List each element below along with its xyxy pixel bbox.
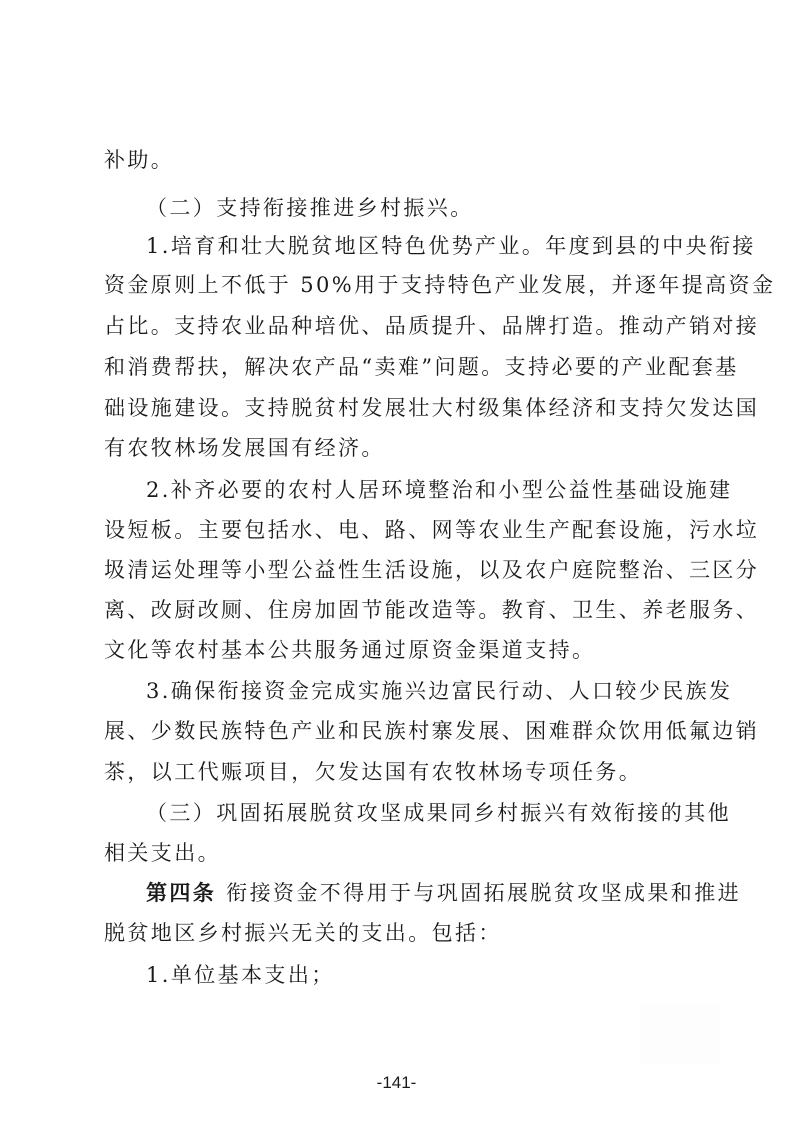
text-line: 和消费帮扶，解决农产品“卖难”问题。支持必要的产业配套基 [104,355,739,379]
text-line: 补助。 [104,148,175,172]
scan-artifact [640,1005,720,1065]
text-line: 3.确保衔接资金完成实施兴边富民行动、人口较少民族发 [146,679,733,703]
text-line: 相关支出。 [104,841,221,865]
text-line: 础设施建设。支持脱贫村发展壮大村级集体经济和支持欠发达国 [104,396,760,420]
text-line: 资金原则上不低于 50%用于支持特色产业发展，并逐年提高资金 [104,273,776,297]
article-heading: 第四条 [146,880,217,905]
section-heading: （二）支持衔接推进乡村振兴。 [146,196,474,220]
text-line: 2.补齐必要的农村人居环境整治和小型公益性基础设施建 [146,478,733,502]
text-line: 展、少数民族特色产业和民族村寨发展、困难群众饮用低氟边销 [104,719,760,743]
text-line: 离、改厨改厕、住房加固节能改造等。教育、卫生、养老服务、 [104,598,760,622]
text-line: 设短板。主要包括水、电、路、网等农业生产配套设施，污水垃 [104,518,760,542]
page-number: -141- [376,1073,417,1092]
text-line: 有农牧林场发展国有经济。 [104,436,385,460]
text-line: 茶，以工代赈项目，欠发达国有农牧林场专项任务。 [104,760,643,784]
text-line: 文化等农村基本公共服务通过原资金渠道支持。 [104,638,596,662]
text-line: 脱贫地区乡村振兴无关的支出。包括： [104,921,502,945]
text-line: 圾清运处理等小型公益性生活设施，以及农户庭院整治、三区分 [104,558,760,582]
article-line [146,878,742,908]
article-text: 衔接资金不得用于与巩固拓展脱贫攻坚成果和推进 [226,881,742,905]
text-line: 1.培育和壮大脱贫地区特色优势产业。年度到县的中央衔接 [146,234,756,258]
text-line: 1.单位基本支出； [146,963,335,987]
text-line: 占比。支持农业品种培优、品质提升、品牌打造。推动产销对接 [104,314,760,338]
section-heading: （三）巩固拓展脱贫攻坚成果同乡村振兴有效衔接的其他 [146,801,731,825]
